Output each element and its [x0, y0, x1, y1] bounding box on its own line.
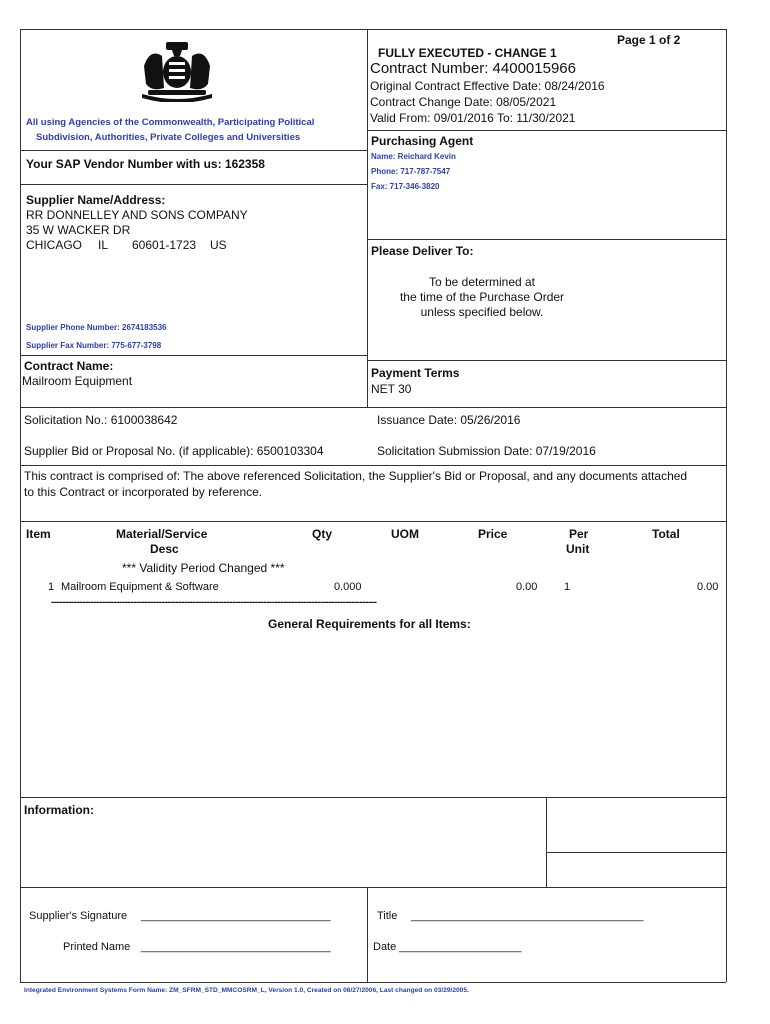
outer-top-border [20, 29, 726, 30]
commonwealth-seal-icon [136, 36, 218, 102]
printed-name-line[interactable]: _______________________________ [141, 941, 331, 953]
agent-phone: Phone: 717-787-7547 [371, 167, 451, 176]
col-uom-header: UOM [391, 527, 419, 541]
contract-number: Contract Number: 4400015966 [370, 60, 576, 77]
deliver-line-3: unless specified below. [420, 305, 544, 319]
issuance-date: Issuance Date: 05/26/2016 [377, 413, 521, 427]
title-line[interactable]: ______________________________________ [411, 910, 644, 922]
col-material-header-2: Desc [150, 542, 179, 556]
title-label: Title [377, 910, 398, 922]
contract-name-label: Contract Name: [24, 359, 114, 373]
supplier-fax: Supplier Fax Number: 775-677-3798 [26, 341, 162, 350]
row-description: Mailroom Equipment & Software [61, 581, 219, 593]
date-label: Date [373, 941, 397, 953]
payment-terms-label: Payment Terms [371, 366, 460, 380]
row-total: 0.00 [697, 581, 719, 593]
divider-information [20, 797, 726, 798]
divider-signature [20, 887, 726, 888]
payment-terms-value: NET 30 [371, 382, 412, 396]
info-box-mid [546, 852, 726, 853]
date-line[interactable]: ____________________ [399, 941, 522, 953]
supplier-heading: Supplier Name/Address: [26, 193, 166, 207]
row-qty: 0.000 [334, 581, 362, 593]
row-item-number: 1 [48, 581, 55, 593]
left-divider-3 [20, 355, 367, 356]
agent-fax: Fax: 717-346-3820 [371, 182, 440, 191]
supplier-state: IL [98, 238, 109, 252]
deliver-line-1: To be determined at [428, 275, 536, 289]
supplier-name: RR DONNELLEY AND SONS COMPANY [26, 208, 248, 222]
row-per-unit: 1 [564, 581, 571, 593]
row-separator: ------------------------------------------------------------------------------------------------------------------- [51, 597, 377, 608]
deliver-line-2: the time of the Purchase Order [399, 290, 565, 304]
solicitation-number: Solicitation No.: 6100038642 [24, 413, 178, 427]
supplier-country: US [210, 238, 227, 252]
submission-date: Solicitation Submission Date: 07/19/2016 [377, 444, 596, 458]
contract-name-value: Mailroom Equipment [22, 374, 133, 388]
signature-divider [367, 887, 368, 982]
left-divider-2 [20, 184, 367, 185]
col-material-header-1: Material/Service [116, 527, 208, 541]
row-price: 0.00 [516, 581, 538, 593]
supplier-signature-label: Supplier's Signature [29, 910, 128, 922]
right-divider-2 [367, 239, 726, 240]
supplier-city: CHICAGO [26, 238, 83, 252]
right-divider-1 [367, 130, 726, 131]
printed-name-label: Printed Name [63, 941, 131, 953]
outer-left-border [20, 29, 21, 982]
comprised-line-2: to this Contract or incorporated by reference. [24, 485, 263, 499]
page-number: Page 1 of 2 [617, 33, 681, 47]
general-requirements: General Requirements for all Items: [268, 617, 471, 631]
col-total-header: Total [652, 527, 680, 541]
supplier-street: 35 W WACKER DR [26, 223, 131, 237]
col-per-header-2: Unit [566, 542, 590, 556]
right-divider-3 [367, 360, 726, 361]
bid-number: Supplier Bid or Proposal No. (if applicable): 6500103304 [24, 444, 324, 458]
agent-name: Name: Reichard Kevin [371, 152, 456, 161]
divider-comprised [20, 465, 726, 466]
purchasing-agent-heading: Purchasing Agent [371, 134, 474, 148]
left-divider-1 [20, 150, 367, 151]
form-footer: Integrated Environment Systems Form Name: ZM_SFRM_STD_MMCOSRM_L, Version 1.0, Created on 06/27/2006, Last changed on 03/29/2005. [24, 987, 469, 994]
divider-solicitation [20, 407, 726, 408]
center-divider [367, 29, 368, 407]
supplier-signature-line[interactable]: _______________________________ [141, 910, 331, 922]
divider-table-header [20, 521, 726, 522]
info-box-divider [546, 797, 547, 887]
contract-change-date: Contract Change Date: 08/05/2021 [370, 95, 557, 109]
validity-note: *** Validity Period Changed *** [122, 561, 285, 575]
outer-right-border [726, 29, 727, 982]
valid-period: Valid From: 09/01/2016 To: 11/30/2021 [370, 111, 576, 125]
comprised-line-1: This contract is comprised of: The above referenced Solicitation, the Supplier's Bid or Proposal, and any documents attached [24, 469, 688, 483]
deliver-to-heading: Please Deliver To: [371, 244, 474, 258]
contract-status: FULLY EXECUTED - CHANGE 1 [378, 46, 557, 60]
information-label: Information: [24, 803, 94, 817]
agencies-line-1: All using Agencies of the Commonwealth, Participating Political [26, 117, 315, 128]
col-item-header: Item [26, 527, 51, 541]
supplier-zip: 60601-1723 [132, 238, 197, 252]
supplier-phone: Supplier Phone Number: 2674183536 [26, 323, 167, 332]
original-effective-date: Original Contract Effective Date: 08/24/2016 [370, 79, 605, 93]
sap-vendor-number: Your SAP Vendor Number with us: 162358 [26, 157, 265, 171]
agencies-line-2: Subdivision, Authorities, Private Colleges and Universities [36, 132, 301, 143]
outer-bottom-border [20, 982, 726, 983]
col-per-header-1: Per [569, 527, 589, 541]
col-price-header: Price [478, 527, 508, 541]
col-qty-header: Qty [312, 527, 333, 541]
